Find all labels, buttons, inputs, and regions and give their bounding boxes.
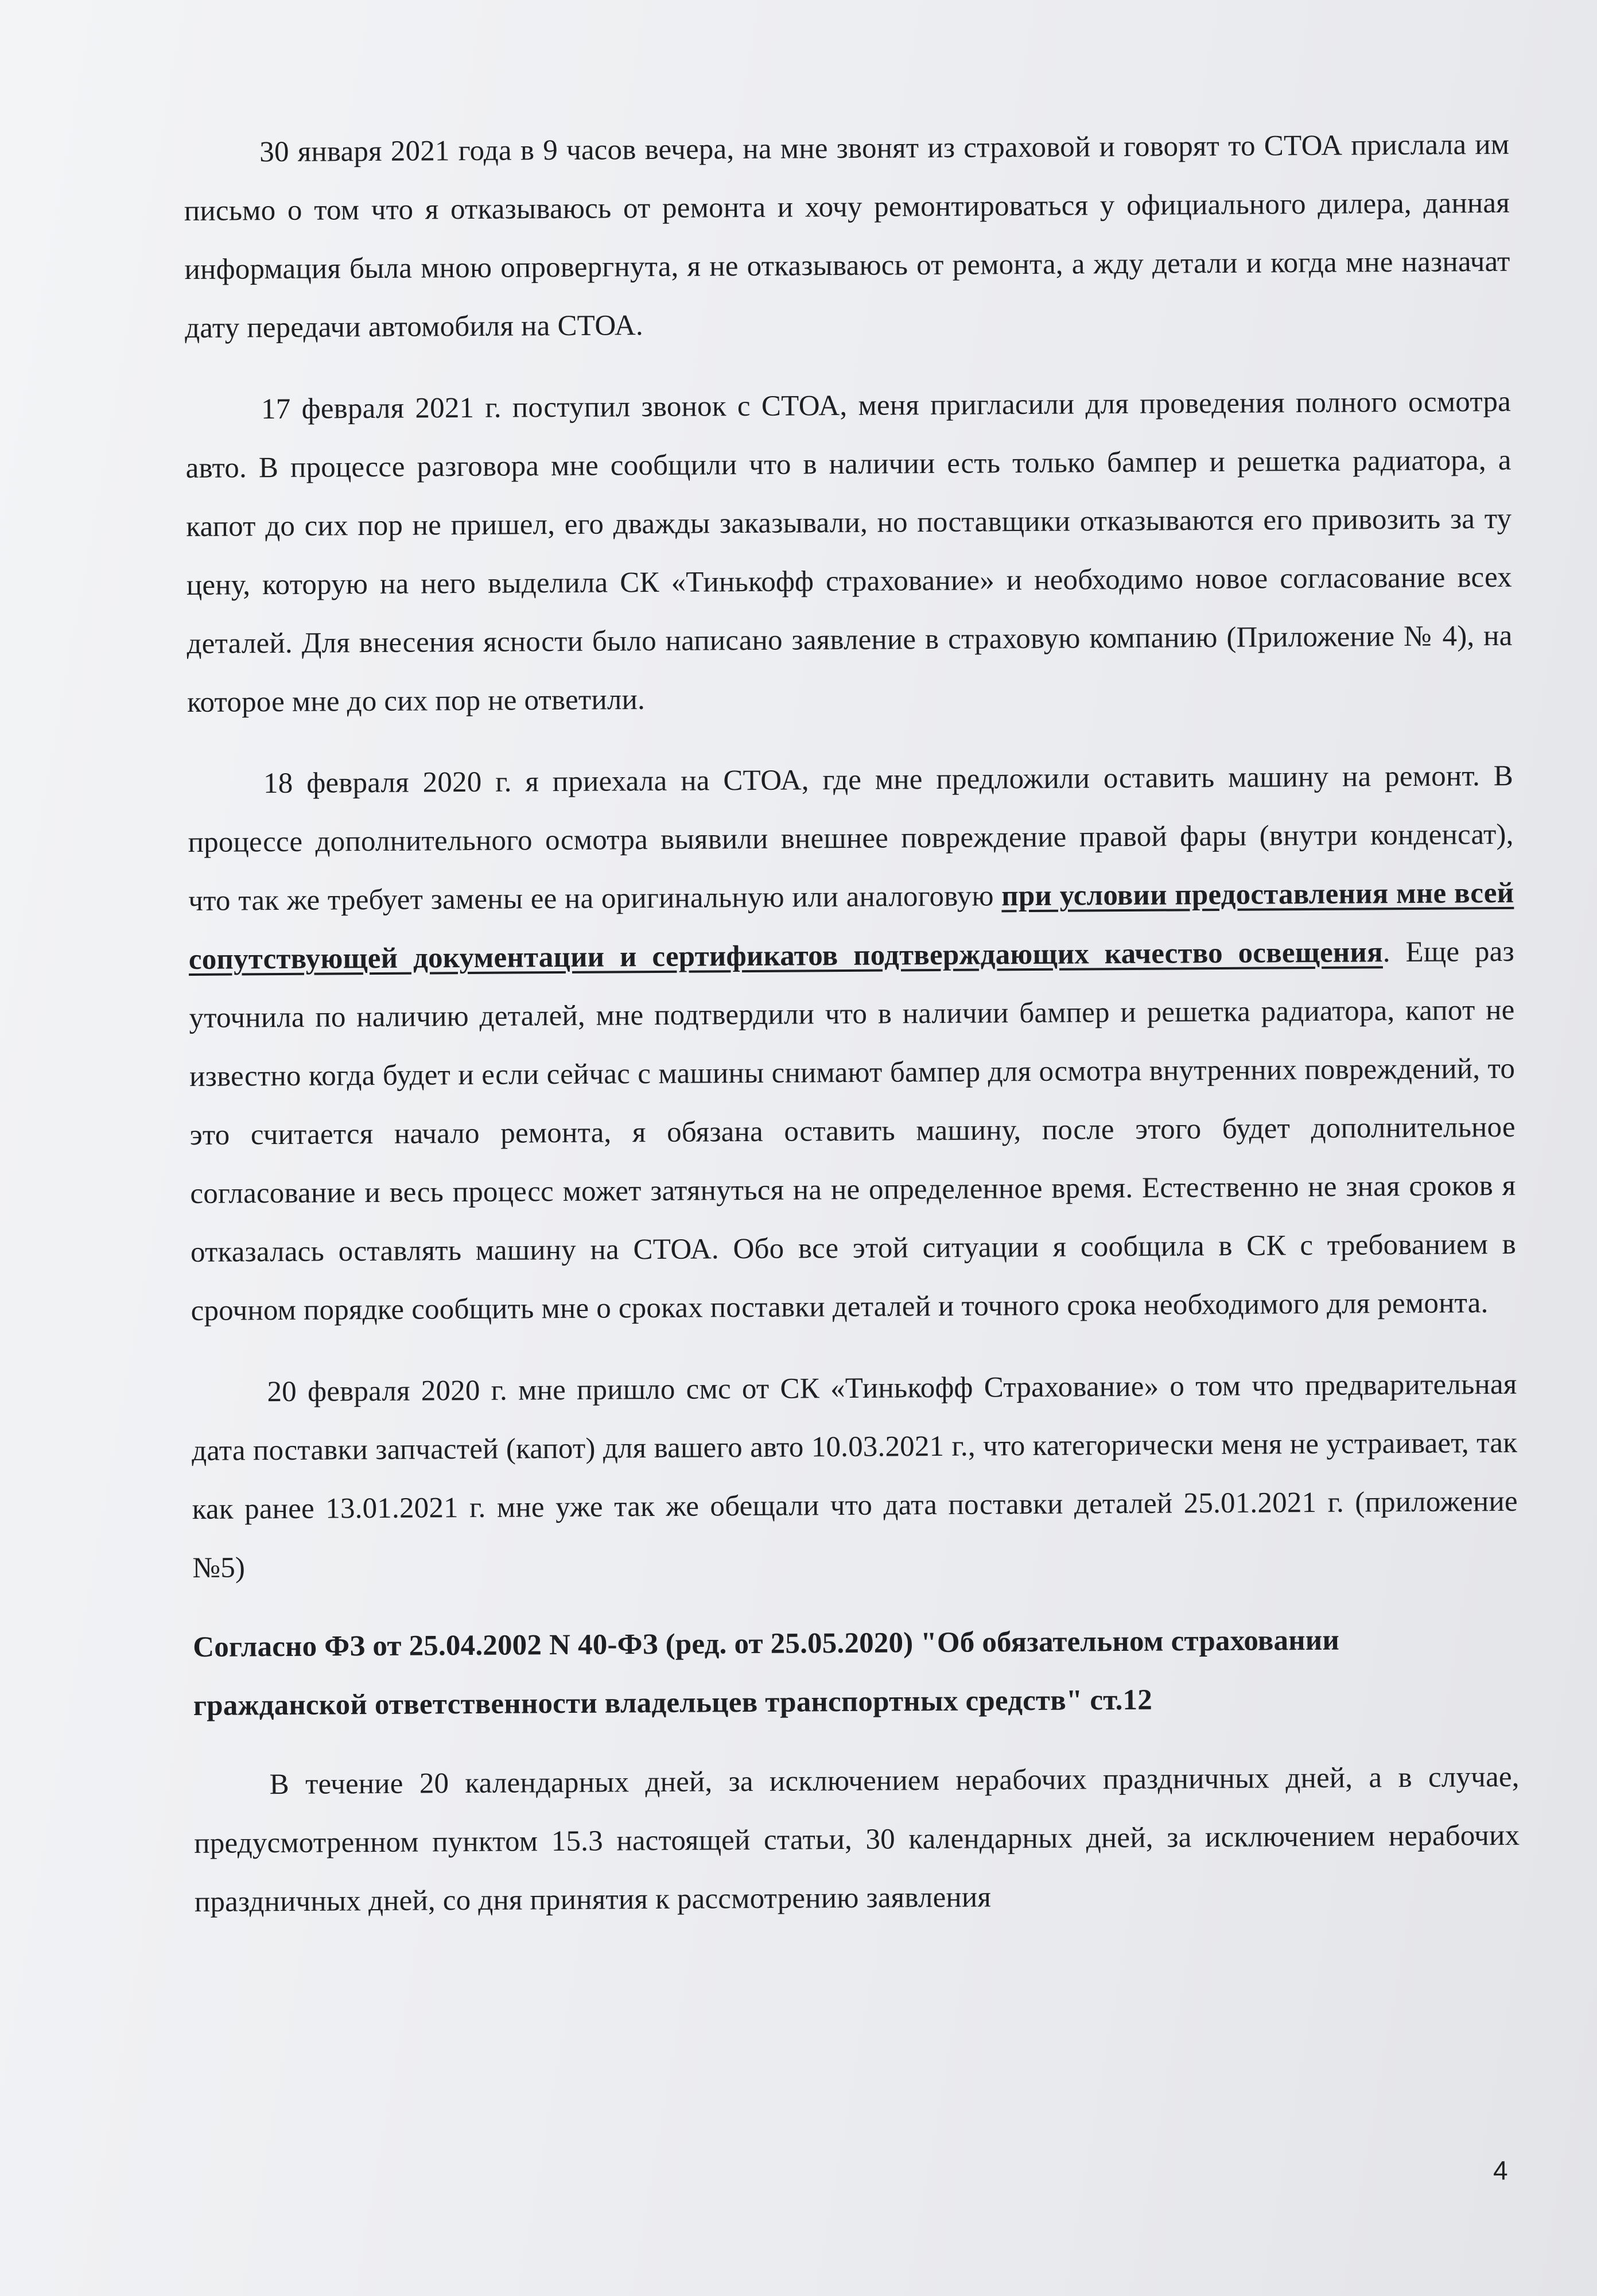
- underlined-condition-text: при условии предоставления мне всей сопутствующей документации и сертификатов подтверждающих качество освещения: [188, 876, 1514, 976]
- paragraph-february-18-intro: 18 февраля 2020 г. я приехала на СТОА, где мне предложили оставить машину на ремонт. В процессе дополнительного осмотра выявили внешнее повреждение правой фары (внутри конденсат), что так же требует замены ее на оригинальную или аналоговую: [188, 759, 1514, 917]
- paragraph-february-18-rest: . Еще раз уточнила по наличию деталей, мне подтвердили что в наличии бампер и решетка радиатора, капот не известно когда будет и если сейчас с машины снимают бампер для осмотра внутренних повреждений, то это считается начало ремонта, я обязана оставить машину, после этого будет дополнительное согласование и весь процесс может затянуться на не определенное время. Естественно не зная сроков я отказалась оставлять машину на СТОА. Обо все этой ситуации я сообщила в СК с требованием в срочном порядке сообщить мне о сроках поставки деталей и точного срока необходимого для ремонта.: [189, 935, 1517, 1327]
- page-number: 4: [1493, 2155, 1508, 2185]
- paragraph-february-20: 20 февраля 2020 г. мне пришло смс от СК «Тинькофф Страхование» о том что предварительная дата поставки запчастей (капот) для вашего авто 10.03.2021 г., что категорически меня не устраивает, так как ранее 13.01.2021 г. мне уже так же обещали что дата поставки деталей 25.01.2021 г. (приложение №5): [191, 1368, 1518, 1584]
- paragraph-law-excerpt: В течение 20 календарных дней, за исключением нерабочих праздничных дней, а в случае, предусмотренном пунктом 15.3 настоящей статьи, 30 календарных дней, за исключением нерабочих праздничных дней, со дня принятия к рассмотрению заявления: [194, 1760, 1520, 1918]
- paragraph-january-30: 30 января 2021 года в 9 часов вечера, на мне звонят из страховой и говорят то СТОА прислала им письмо о том что я отказываюсь от ремонта и хочу ремонтироваться у официального дилера, данная информация была мною опровергнута, я не отказываюсь от ремонта, а жду детали и когда мне назначат дату передачи автомобиля на СТОА.: [184, 128, 1510, 344]
- document-body: [184, 115, 1520, 1954]
- paragraph-february-17: 17 февраля 2021 г. поступил звонок с СТОА, меня пригласили для проведения полного осмотра авто. В процессе разговора мне сообщили что в наличии есть только бампер и решетка радиатора, а капот до сих пор не пришел, его дважды заказывали, но поставщики отказываются его привозить за ту цену, которую на него выделила СК «Тинькофф страхование» и необходимо новое согласование всех деталей. Для внесения ясности было написано заявление в страховую компанию (Приложение № 4), на которое мне до сих пор не ответили.: [185, 385, 1513, 719]
- paragraph-february-18: [188, 747, 1517, 1340]
- law-reference-heading: Согласно ФЗ от 25.04.2002 N 40-ФЗ (ред. от 25.05.2020) "Об обязательном страховании гражданской ответственности владельцев транспортных средств" ст.12: [193, 1624, 1340, 1722]
